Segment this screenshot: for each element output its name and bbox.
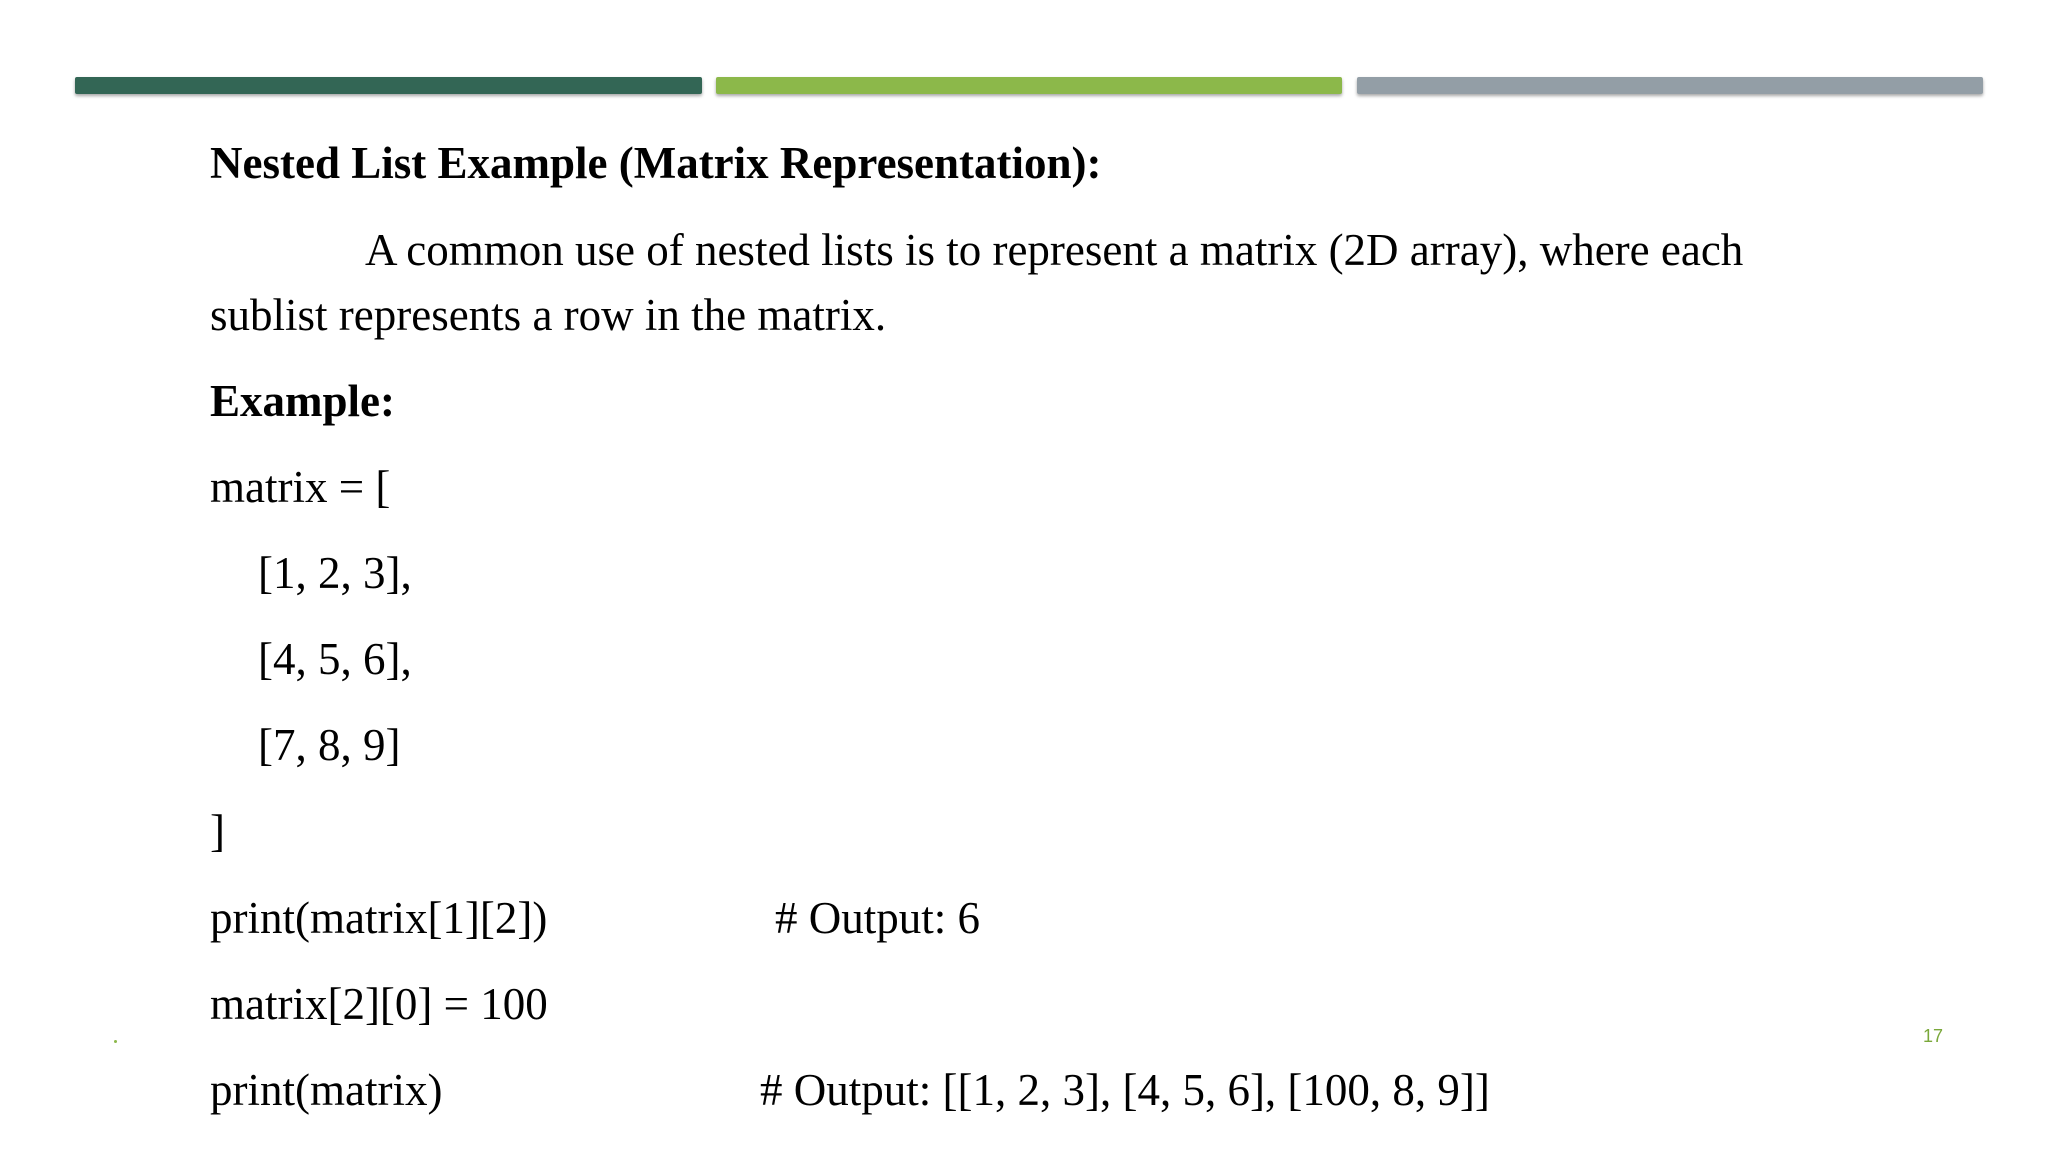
code-print-matrix-comment: # Output: [[1, 2, 3], [4, 5, 6], [100, 8, 9]] <box>760 1065 1490 1115</box>
accent-bar-light-green <box>716 77 1342 94</box>
example-label: Example: <box>210 376 395 426</box>
code-print-element-comment: # Output: 6 <box>775 893 981 943</box>
code-row-1: [1, 2, 3], <box>258 548 412 598</box>
code-print-matrix: print(matrix) <box>210 1065 443 1115</box>
code-line-close: ] <box>210 806 225 856</box>
slide-heading: Nested List Example (Matrix Representation): <box>210 138 1102 188</box>
code-print-element: print(matrix[1][2]) <box>210 893 548 943</box>
code-row-2: [4, 5, 6], <box>258 634 412 684</box>
code-line-open: matrix = [ <box>210 462 391 512</box>
code-row-3: [7, 8, 9] <box>258 720 401 770</box>
paragraph-line-1: A common use of nested lists is to represent a matrix (2D array), where each <box>365 225 1744 275</box>
paragraph-line-2: sublist represents a row in the matrix. <box>210 290 887 340</box>
accent-bar-gray <box>1357 77 1983 94</box>
code-assignment: matrix[2][0] = 100 <box>210 979 548 1029</box>
footer-dot <box>114 1040 117 1043</box>
page-number: 17 <box>1923 1026 1944 1046</box>
accent-bar-dark-green <box>75 77 702 94</box>
